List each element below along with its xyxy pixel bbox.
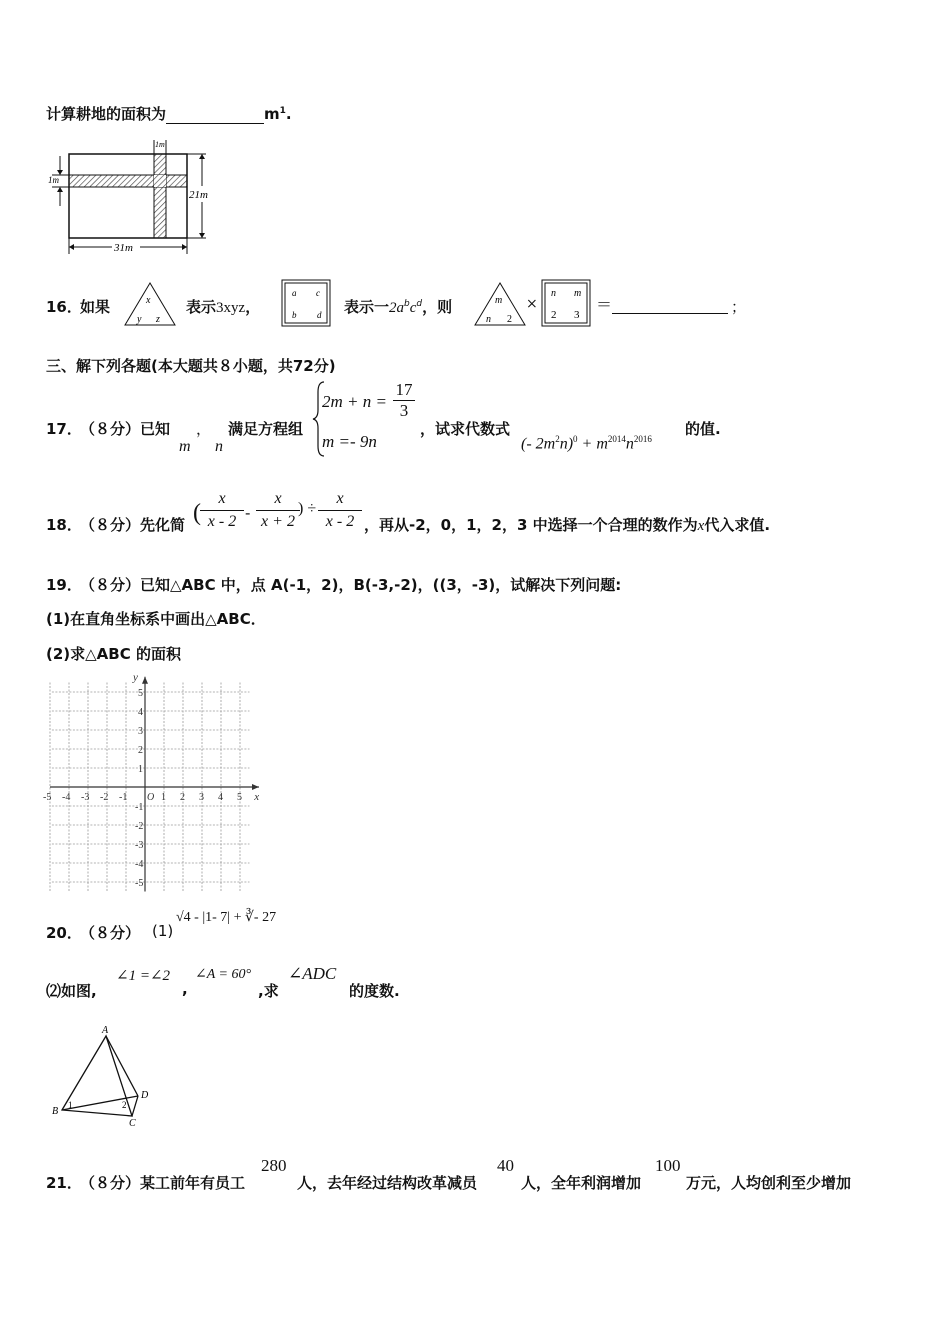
field-rect [69,154,187,238]
q17-expr-h: 2016 [633,434,652,444]
q20-number: 20． [46,924,82,942]
q15-unit: m [264,105,280,123]
q18-divide: ) ÷ [298,500,317,517]
x-tick-label: -5 [43,792,52,803]
q17-fraction [393,380,415,421]
q20-points: （８分） [80,924,141,942]
x-tick-label: 5 [237,792,242,803]
q16-t3: 表示一 [344,298,390,316]
q20-triangle-figure [46,1022,166,1129]
x-tick-label: -1 [119,792,128,803]
vertex-c: C [129,1118,136,1129]
q18-f1-num: x [218,490,226,507]
q17-expr-d: 0 [573,434,578,444]
sq1-tl: a [292,288,297,298]
section3-title: 三、解下列各题(本大题共８小题，共72分) [46,357,336,375]
q16-3xyz: 3xyz [216,300,246,316]
y-tick-label: 4 [138,707,143,718]
angle-1-label: 1 [68,1100,73,1110]
q16-triangle-xyz [122,280,178,328]
q16-equals: ＝ [596,295,613,314]
tri1-bl: y [137,314,142,325]
q16-triangle-mn2 [472,280,528,328]
q18-number: 18． [46,516,82,534]
q16-times: × [526,296,538,312]
fig-label-width2: 1m [155,140,165,149]
origin-label: O [147,792,155,803]
q15-line [46,103,292,124]
y-tick-label: 5 [138,688,143,699]
y-tick-label: -3 [135,840,144,851]
q17-system-label: 满足方程组 [228,420,304,438]
q18-f3-den: x - 2 [318,510,362,533]
q16-2a: 2a [389,300,405,316]
q16-exp-b: b [404,299,410,309]
y-tick-label: 2 [138,745,143,756]
q19-text: （８分）已知△ABC 中，点 A(-1，2)，B(-3,-2)，((3，-3)，试解决下列问题: [80,576,622,594]
vertex-a: A [102,1025,109,1036]
y-tick-label: -5 [135,878,144,889]
q16-semicolon: ； [731,298,747,316]
q16-c: c [409,300,417,316]
x-axis-label: x [254,791,260,803]
q20-part2: ⑵如图, [46,982,97,1000]
q18-f3-num: x [336,490,344,507]
q19-part2: (2)求△ABC 的面积 [46,645,181,663]
q20-find: ,求 [258,982,279,1000]
q18-var-x: x [697,518,705,534]
tri2-top: m [495,295,503,306]
y-tick-label: -1 [135,802,144,813]
q17-expr-f: 2014 [607,434,626,444]
fig-label-width: 31m [114,242,133,254]
x-tick-label: 1 [161,792,166,803]
y-tick-label: -4 [135,859,144,870]
q18-fraction-3 [318,488,362,533]
q21-text-2: 人，去年经过结构改革减员 [297,1174,478,1192]
q21-value-100: 100 [655,1156,681,1175]
x-tick-label: 4 [218,792,223,803]
q17-var-m: m [179,438,191,455]
x-tick-label: 2 [180,792,185,803]
q16-represents-2 [344,296,452,317]
q21-number: 21． [46,1174,82,1192]
fig-label-width1: 1m [48,175,59,185]
q16-exp-d: d [416,299,423,309]
q18-f2-den: x + 2 [256,510,300,533]
q19-part1: (1)在直角坐标系中画出△ABC． [46,610,266,628]
q20-angle-eq: ∠1 =∠2 [116,968,171,984]
sq2-br: 3 [574,309,580,321]
q18-text [364,514,770,535]
q18-fraction-2 [256,488,300,533]
q17-expr-e: + m [577,435,608,453]
tri1-top: x [146,295,151,306]
q21-text-1: （８分）某工前年有员工 [80,1174,246,1192]
tri2-br: 2 [507,314,512,325]
q17-expr-g: n [625,435,634,453]
vertex-d: D [141,1090,149,1101]
q18-f1-den: x - 2 [200,510,244,533]
q19-number: 19． [46,576,82,594]
q16-t2: 表示 [186,298,217,316]
y-axis-label: y [133,671,138,684]
x-tick-label: -4 [62,792,71,803]
vertical-road [154,154,166,238]
x-tick-label: -2 [100,792,109,803]
q16-square-nm23 [540,278,592,328]
q20-angle-a: ∠A = 60° [195,967,252,982]
q16-then: ，则 [422,298,453,316]
q17-comma: ， [196,420,212,438]
q17-points: （８分）已知 [80,420,171,438]
q16-answer-blank [612,296,728,314]
q16-square-abcd [280,278,332,328]
q15-field-figure [44,136,224,260]
q18-fraction-1 [200,488,244,533]
q21-value-280: 280 [261,1156,287,1175]
q21-value-40: 40 [497,1156,514,1175]
q17-expr-b: 2 [555,434,560,444]
tri1-br: z [156,314,160,325]
sq2-tr: m [574,288,582,299]
q18-t2: ，再从-2，0，1，2，3 中选择一个合理的数作为 [364,516,698,534]
q16-text-if: 如果 [80,298,111,316]
q20-angle-adc: ∠ADC [288,964,337,983]
sq1-br: d [317,310,322,320]
q20-expression: √4 - |1- 7| + ∛- 27 [176,910,277,925]
q19-coordinate-grid [43,671,270,894]
q17-number: 17． [46,420,82,438]
q15-unit-exponent: 1 [279,106,286,116]
fig-label-height: 21m [189,189,208,201]
q17-equation-1: 2m + n = [322,392,387,411]
vertex-b: B [52,1106,59,1117]
sq2-bl: 2 [551,309,557,321]
q17-expr-a: (- 2m [521,435,556,453]
q18-points: （８分）先化简 [80,516,186,534]
sq1-bl: b [292,310,297,320]
x-axis-arrow [252,784,259,790]
q17-value-text: 的值. [685,420,721,438]
q21-text-4: 万元，人均创利至少增加 [686,1174,852,1192]
q17-text-expr: ，试求代数式 [420,420,511,438]
q18-minus: - [245,503,251,522]
sq2-tl: n [551,288,556,299]
q18-t3: 代入求值. [704,516,771,534]
x-tick-label: -3 [81,792,90,803]
q16-represents-1: 表示3xyz， [186,298,261,316]
q17-expression [521,434,652,453]
x-tick-label: 3 [199,792,204,803]
y-tick-label: -2 [135,821,144,832]
q15-text: 计算耕地的面积为 [46,105,167,123]
q20-comma1: , [182,980,188,998]
y-axis-arrow [142,677,148,684]
q16-number: 16． [46,298,82,316]
q17-fraction-numerator: 17 [395,380,413,399]
tri2-bl: n [486,314,491,325]
sq1-tr: c [316,288,320,298]
horizontal-road [69,175,187,187]
q17-expr-c: n) [559,435,574,453]
q18-open-paren: ( [193,500,201,526]
y-tick-label: 3 [138,726,143,737]
q15-period: . [285,105,292,123]
q20-part1: (1) [152,922,174,940]
angle-2-label: 2 [122,1100,127,1110]
q17-fraction-denominator: 3 [393,400,415,421]
q18-f2-num: x [274,490,282,507]
q17-equation-2: m =- 9n [322,432,377,451]
q15-answer-blank [166,105,264,124]
q20-degree-text: 的度数. [349,982,400,1000]
q17-var-n: n [215,438,223,455]
y-tick-label: 1 [138,764,143,775]
q21-text-3: 人，全年利润增加 [521,1174,642,1192]
